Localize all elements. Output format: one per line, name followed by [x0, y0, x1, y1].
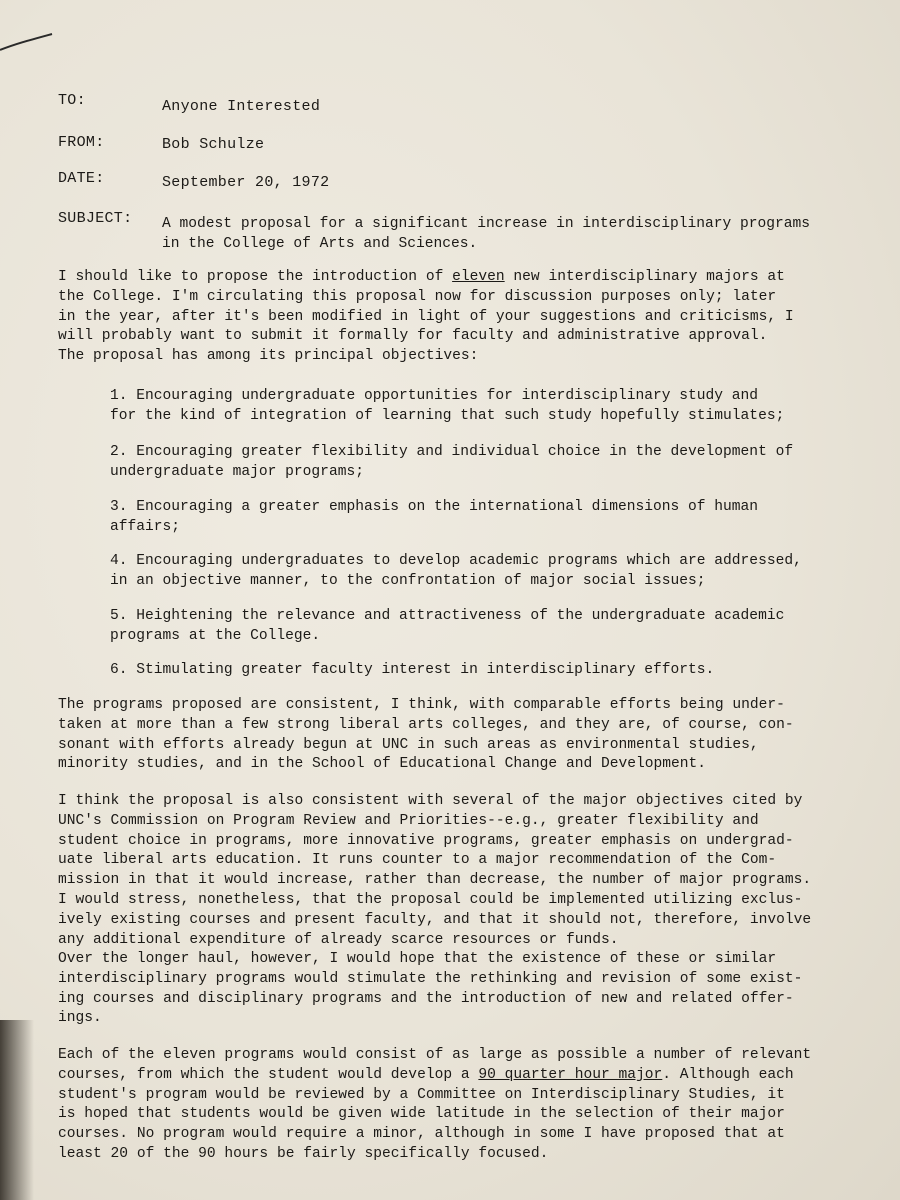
intro-text-end: new interdisciplinary majors at the College. I'm circulating this proposal now for discussion purposes only; later in the year, after it's been modified in light of your suggestions and criticisms, I will probably want to submit it formally for faculty and administrative approval. The proposal has among its principal objectives: [58, 269, 794, 365]
paragraph-eleven-programs [58, 1046, 858, 1165]
to-label: TO: [58, 92, 86, 109]
paragraph-commission-objectives: I think the proposal is also consistent with several of the major objectives cited by UNC's Commission on Program Review and Priorities--e.g., greater flexibility and student choice in programs, more innovative programs, greater emphasis on undergrad- uate liberal arts education. It runs counter to a major recommendation of the Com- mission in that it would increase, rather than decrease, the number of major programs. I would stress, nonetheless, that the proposal could be implemented utilizing exclus- ively existing courses and present faculty, and that it should not, therefore, involve any additional expenditure of already scarce resources or funds. [58, 793, 812, 948]
intro-text-start: I should like to propose the introduction of [58, 269, 453, 285]
to-value: Anyone Interested [162, 98, 321, 115]
paragraph-longer-haul: Over the longer haul, however, I would hope that the existence of these or similar interdisciplinary programs would stimulate the rethinking and revision of some exist- ing courses and disciplinary programs and the introduction of new and related offer- ings. [58, 951, 803, 1027]
objective-item: 3. Encouraging a greater emphasis on the international dimensions of human affairs; [110, 499, 759, 535]
intro-paragraph [58, 268, 858, 367]
from-label: FROM: [58, 134, 105, 151]
from-value: Bob Schulze [162, 136, 265, 153]
programs-text-end: . Although each student's program would be reviewed by a Committee on Interdisciplinary Studies, it is hoped that students would be given wide latitude in the selection of their major courses. No program would require a minor, although in some I have proposed that at least 20 of the 90 hours be fairly specifically focused. [58, 1066, 794, 1162]
programs-text-start: Each of the eleven programs would consist of as large as possible a number of relevant courses, from which the student would develop a [58, 1047, 812, 1083]
objective-item: 2. Encouraging greater flexibility and individual choice in the development of undergraduate major programs; [110, 444, 794, 480]
objective-item: 1. Encouraging undergraduate opportunities for interdisciplinary study and for the kind of integration of learning that such study hopefully stimulates; [110, 388, 785, 424]
date-value: September 20, 1972 [162, 174, 330, 191]
page-edge-shadow [0, 1020, 34, 1200]
intro-emphasis: eleven [452, 269, 505, 285]
objective-item: 6. Stimulating greater faculty interest in interdisciplinary efforts. [110, 662, 715, 678]
objective-item: 5. Heightening the relevance and attractiveness of the undergraduate academic programs at the College. [110, 608, 785, 644]
quarter-hour-emphasis: 90 quarter hour major [478, 1066, 663, 1083]
subject-value: A modest proposal for a significant increase in interdisciplinary programs in the College of Arts and Sciences. [162, 216, 811, 252]
subject-label: SUBJECT: [58, 210, 133, 227]
paragraph-comparable-efforts: The programs proposed are consistent, I think, with comparable efforts being under- taken at more than a few strong liberal arts colleges, and they are, of course, con- sonant with efforts already begun at UNC in such areas as environmental studies, minority studies, and in the School of Educational Change and Development. [58, 697, 794, 773]
pen-mark [0, 20, 60, 60]
date-label: DATE: [58, 170, 105, 187]
objective-item: 4. Encouraging undergraduates to develop academic programs which are addressed, in an objective manner, to the confrontation of major social issues; [110, 553, 802, 589]
